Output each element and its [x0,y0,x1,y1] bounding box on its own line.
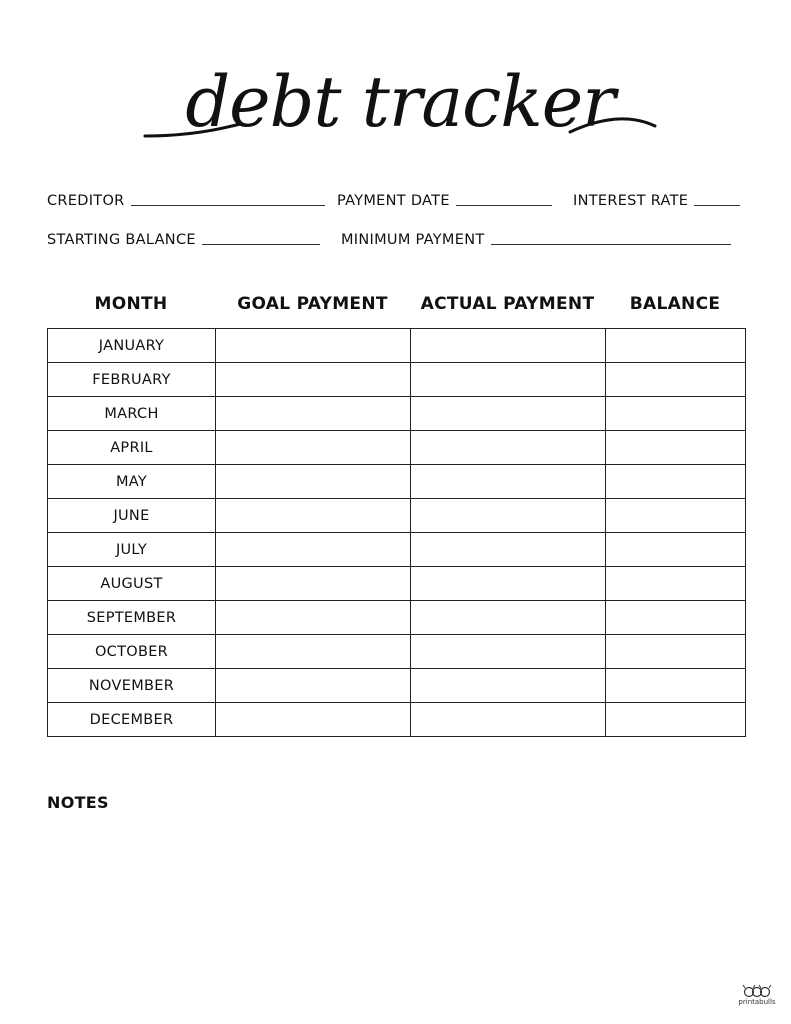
column-header-balance: BALANCE [629,294,721,314]
table-row [48,567,746,601]
balance-cell[interactable] [606,703,746,737]
goal-payment-cell[interactable] [216,499,411,533]
debt-tracker-table [47,328,746,737]
interest-rate-field[interactable] [573,192,740,210]
brand-name: printabulls [738,998,776,1006]
actual-payment-cell[interactable] [411,669,606,703]
goal-payment-cell[interactable] [216,363,411,397]
minimum-payment-line[interactable] [491,243,731,245]
page-title: debt tracker [185,61,615,143]
balance-cell[interactable] [606,397,746,431]
table-row [48,635,746,669]
goal-payment-cell[interactable] [216,533,411,567]
starting-balance-label: STARTING BALANCE [47,232,196,248]
column-header-month: MONTH [94,294,168,314]
month-cell: MARCH [48,397,216,431]
goal-payment-cell[interactable] [216,635,411,669]
actual-payment-cell[interactable] [411,397,606,431]
minimum-payment-label: MINIMUM PAYMENT [341,232,485,248]
balance-cell[interactable] [606,431,746,465]
table-row [48,397,746,431]
table-row [48,601,746,635]
actual-payment-cell[interactable] [411,363,606,397]
month-cell: NOVEMBER [48,669,216,703]
goal-payment-cell[interactable] [216,669,411,703]
actual-payment-cell[interactable] [411,635,606,669]
balance-cell[interactable] [606,533,746,567]
month-cell: JUNE [48,499,216,533]
table-row [48,363,746,397]
table-row [48,703,746,737]
month-cell: FEBRUARY [48,363,216,397]
actual-payment-cell[interactable] [411,601,606,635]
month-cell: JANUARY [48,329,216,363]
bulls-icon [742,984,772,998]
goal-payment-cell[interactable] [216,567,411,601]
goal-payment-cell[interactable] [216,703,411,737]
starting-balance-line[interactable] [202,243,320,245]
page-title-area [140,48,660,158]
month-cell: SEPTEMBER [48,601,216,635]
actual-payment-cell[interactable] [411,431,606,465]
table-row [48,533,746,567]
actual-payment-cell[interactable] [411,499,606,533]
table-row [48,329,746,363]
actual-payment-cell[interactable] [411,567,606,601]
goal-payment-cell[interactable] [216,601,411,635]
table-row [48,499,746,533]
actual-payment-cell[interactable] [411,465,606,499]
actual-payment-cell[interactable] [411,533,606,567]
actual-payment-cell[interactable] [411,329,606,363]
starting-balance-field[interactable] [47,231,320,249]
balance-cell[interactable] [606,669,746,703]
payment-date-line[interactable] [456,204,552,206]
interest-rate-line[interactable] [694,204,740,206]
interest-rate-label: INTEREST RATE [573,193,689,209]
month-cell: JULY [48,533,216,567]
column-header-goal-payment: GOAL PAYMENT [237,294,388,314]
minimum-payment-field[interactable] [341,231,731,249]
goal-payment-cell[interactable] [216,431,411,465]
column-header-actual-payment: ACTUAL PAYMENT [420,294,595,314]
balance-cell[interactable] [606,601,746,635]
balance-cell[interactable] [606,465,746,499]
payment-date-label: PAYMENT DATE [337,193,450,209]
month-cell: AUGUST [48,567,216,601]
balance-cell[interactable] [606,499,746,533]
goal-payment-cell[interactable] [216,329,411,363]
table-row [48,669,746,703]
creditor-label: CREDITOR [47,193,125,209]
goal-payment-cell[interactable] [216,397,411,431]
actual-payment-cell[interactable] [411,703,606,737]
table-row [48,431,746,465]
table-row [48,465,746,499]
month-cell: DECEMBER [48,703,216,737]
month-cell: OCTOBER [48,635,216,669]
balance-cell[interactable] [606,567,746,601]
payment-date-field[interactable] [337,192,552,210]
creditor-field[interactable] [47,192,325,210]
brand-logo [737,984,777,1006]
notes-heading: NOTES [47,793,109,812]
creditor-line[interactable] [131,204,325,206]
balance-cell[interactable] [606,329,746,363]
balance-cell[interactable] [606,363,746,397]
balance-cell[interactable] [606,635,746,669]
month-cell: APRIL [48,431,216,465]
month-cell: MAY [48,465,216,499]
goal-payment-cell[interactable] [216,465,411,499]
